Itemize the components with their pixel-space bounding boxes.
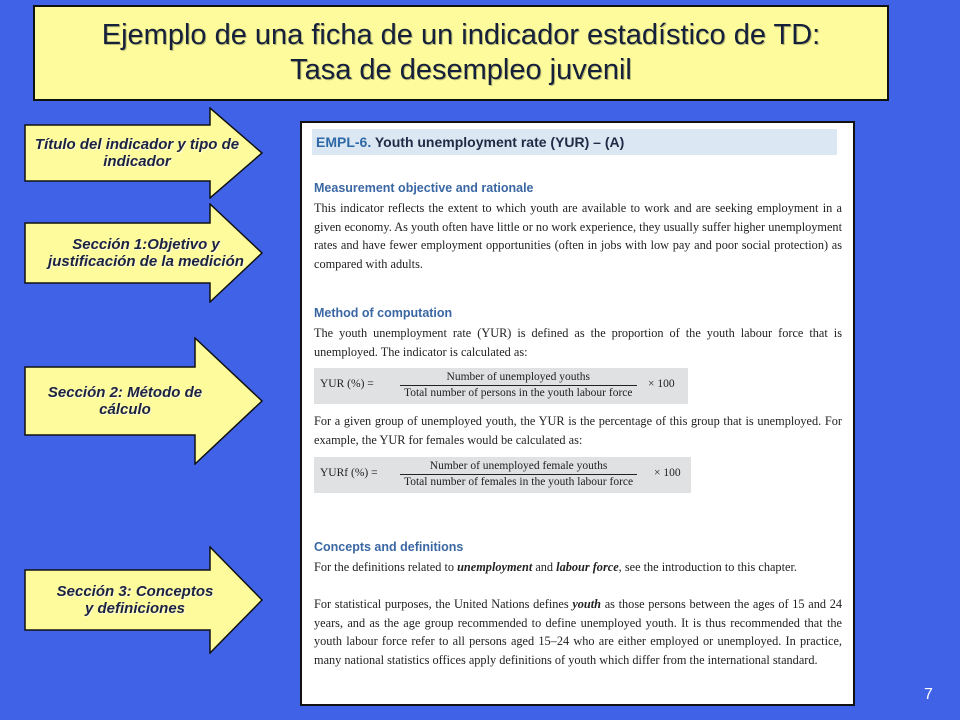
formula-yur bbox=[314, 368, 688, 404]
section-2-text-1: The youth unemployment rate (YUR) is defined as the proportion of the youth labour force that is unemployed. The indicator is calculated as: bbox=[314, 326, 842, 359]
arrow-label-line2: cálculo bbox=[99, 401, 151, 418]
formula-numerator: Number of unemployed youths bbox=[400, 370, 637, 386]
formula-fraction bbox=[400, 459, 637, 490]
arrow-label-line2: y definiciones bbox=[84, 600, 186, 617]
term-unemployment: unemployment bbox=[457, 560, 533, 574]
section-2-text-2: For a given group of unemployed youth, the YUR is the percentage of this group that is unemployed. For example, the YUR for females would be calculated as: bbox=[314, 414, 842, 447]
arrow-section-3 bbox=[20, 546, 270, 654]
term-youth: youth bbox=[572, 597, 602, 611]
section-3-text-1 bbox=[314, 558, 842, 577]
formula-lhs: YURf (%) = bbox=[320, 467, 378, 479]
slide-title-line2: Tasa de desempleo juvenil bbox=[290, 54, 632, 86]
indicator-header bbox=[312, 129, 837, 155]
section-3-text-2 bbox=[314, 595, 842, 669]
text-run: , see the introduction to this chapter. bbox=[618, 560, 797, 574]
formula-yurf bbox=[314, 457, 691, 493]
text-run: For the definitions related to bbox=[314, 560, 458, 574]
indicator-code: EMPL-6. bbox=[316, 134, 372, 150]
arrow-label-line1: Sección 1:Objetivo y bbox=[72, 236, 220, 253]
section-2-title: Method of computation bbox=[314, 306, 453, 320]
arrow-label-line1: Sección 2: Método de bbox=[47, 384, 203, 401]
section-3-title: Concepts and definitions bbox=[314, 540, 464, 554]
formula-lhs: YUR (%) = bbox=[320, 378, 374, 390]
formula-denominator: Total number of females in the youth labour force bbox=[404, 476, 634, 488]
formula-numerator: Number of unemployed female youths bbox=[400, 459, 637, 475]
slide-title-box bbox=[33, 5, 889, 101]
page-number: 7 bbox=[924, 686, 933, 703]
section-1-text: This indicator reflects the extent to which youth are available to work and are seeking employment in a given economy. As youth often have little or no work experience, they usually suffer higher unemployment rates and have fewer employment opportunities (often in jobs with low pay and poor social protection) as compared with adults. bbox=[314, 201, 842, 271]
formula-fraction bbox=[400, 370, 637, 401]
formula-multiplier: × 100 bbox=[648, 378, 675, 390]
arrow-indicator-title bbox=[20, 107, 270, 199]
arrow-label-line2: indicador bbox=[103, 153, 171, 170]
slide-title-line1: Ejemplo de una ficha de un indicador estadístico de TD: bbox=[101, 19, 821, 51]
arrow-section-2 bbox=[20, 337, 270, 465]
text-run: as those persons between the ages of 15 and 24 years, and as the age group recommended to define unemployed youth. It is thus recommended that the youth labour force refer to all persons aged 15–24 who are either employed or unemployed. In practice, many national statistics offices apply definitions of youth which differ from the international standard. bbox=[314, 597, 842, 667]
section-1-title: Measurement objective and rationale bbox=[314, 181, 534, 195]
text-run: For statistical purposes, the United Nations defines bbox=[314, 597, 573, 611]
formula-multiplier: × 100 bbox=[654, 467, 681, 479]
term-labour-force: labour force bbox=[556, 560, 619, 574]
indicator-sheet bbox=[300, 121, 855, 706]
indicator-title: Youth unemployment rate (YUR) – (A) bbox=[374, 134, 625, 150]
arrow-label-line1: Título del indicador y tipo de bbox=[34, 136, 240, 153]
text-run: and bbox=[532, 560, 557, 574]
arrow-label-line2: justificación de la medición bbox=[48, 253, 244, 270]
formula-denominator: Total number of persons in the youth labour force bbox=[404, 387, 633, 399]
arrow-label-line1: Sección 3: Conceptos bbox=[56, 583, 214, 600]
arrow-section-1 bbox=[20, 203, 270, 303]
